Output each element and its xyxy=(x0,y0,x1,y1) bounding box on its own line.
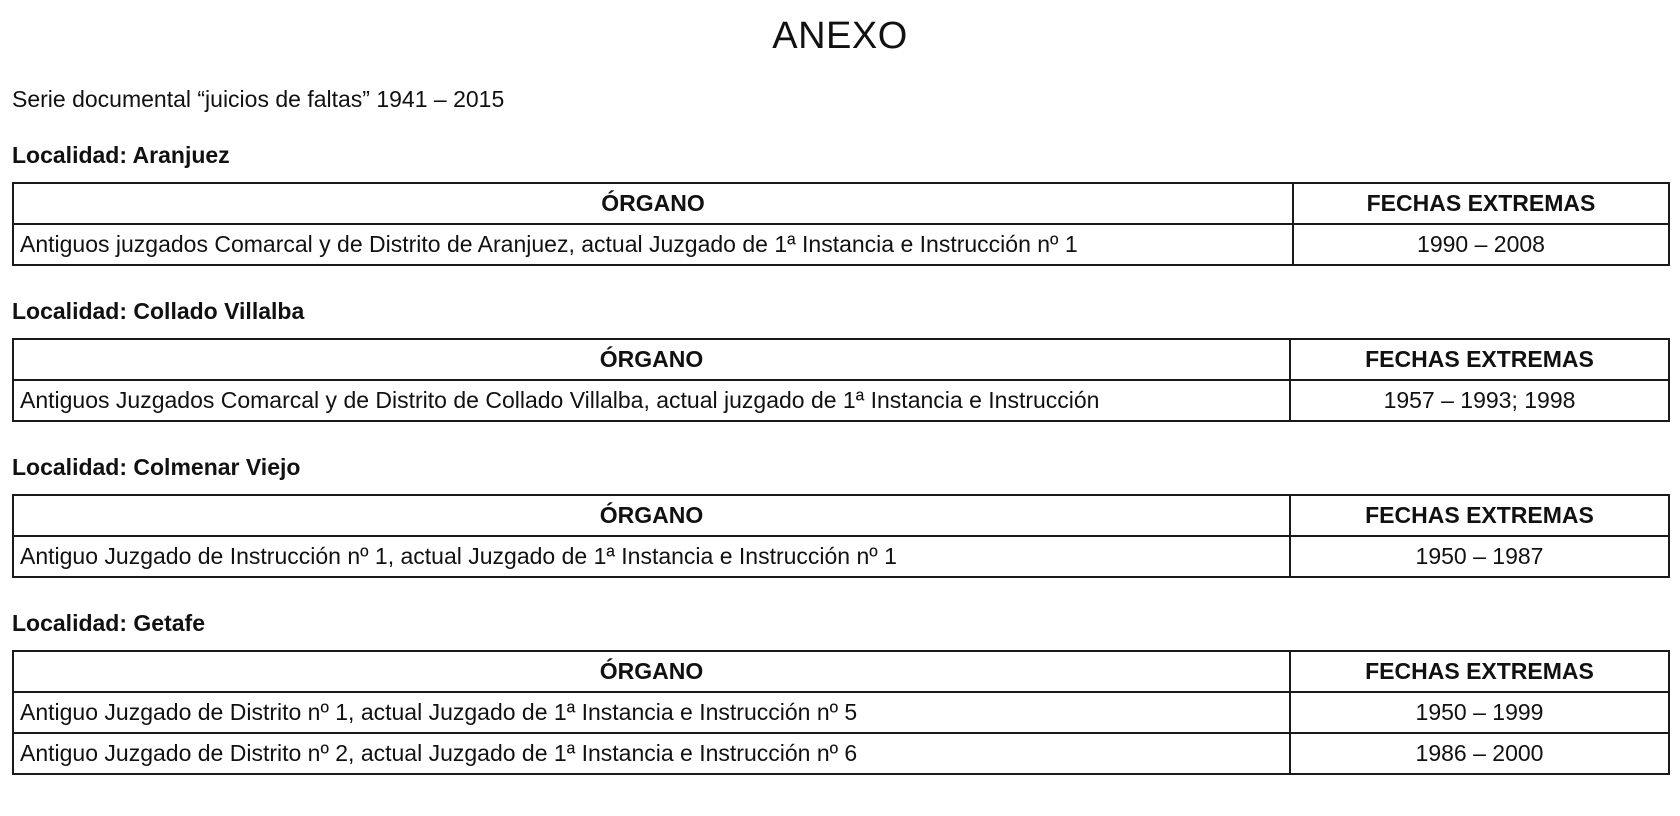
fechas-cell: 1950 – 1987 xyxy=(1290,536,1669,577)
table-row xyxy=(13,733,1669,774)
table-row xyxy=(13,224,1669,265)
document-subtitle: Serie documental “juicios de faltas” 1941 – 2015 xyxy=(12,86,505,112)
table-header-row xyxy=(13,495,1669,536)
records-table-aranjuez xyxy=(12,182,1670,266)
organo-cell: Antiguo Juzgado de Distrito nº 2, actual Juzgado de 1ª Instancia e Instrucción nº 6 xyxy=(13,733,1290,774)
table-header-row xyxy=(13,339,1669,380)
records-table-getafe xyxy=(12,650,1670,775)
document-page xyxy=(12,0,1668,775)
fechas-cell: 1990 – 2008 xyxy=(1293,224,1669,265)
fechas-cell: 1950 – 1999 xyxy=(1290,692,1669,733)
locality-heading-aranjuez: Localidad: Aranjuez xyxy=(12,142,230,168)
fechas-cell: 1986 – 2000 xyxy=(1290,733,1669,774)
locality-heading-getafe: Localidad: Getafe xyxy=(12,610,205,636)
column-header-organo: ÓRGANO xyxy=(13,651,1290,692)
records-table-collado-villalba xyxy=(12,338,1670,422)
organo-cell: Antiguos Juzgados Comarcal y de Distrito de Collado Villalba, actual juzgado de 1ª Instancia e Instrucción xyxy=(13,380,1290,421)
table-row xyxy=(13,692,1669,733)
locality-heading-collado-villalba: Localidad: Collado Villalba xyxy=(12,298,305,324)
column-header-organo: ÓRGANO xyxy=(13,339,1290,380)
table-row xyxy=(13,380,1669,421)
organo-cell: Antiguo Juzgado de Instrucción nº 1, actual Juzgado de 1ª Instancia e Instrucción nº 1 xyxy=(13,536,1290,577)
table-row xyxy=(13,536,1669,577)
column-header-fechas: FECHAS EXTREMAS xyxy=(1293,183,1669,224)
fechas-cell: 1957 – 1993; 1998 xyxy=(1290,380,1669,421)
column-header-organo: ÓRGANO xyxy=(13,183,1293,224)
page-title: ANEXO xyxy=(772,15,908,57)
table-header-row xyxy=(13,183,1669,224)
locality-heading-colmenar-viejo: Localidad: Colmenar Viejo xyxy=(12,454,301,480)
column-header-fechas: FECHAS EXTREMAS xyxy=(1290,495,1669,536)
records-table-colmenar-viejo xyxy=(12,494,1670,578)
column-header-fechas: FECHAS EXTREMAS xyxy=(1290,651,1669,692)
column-header-fechas: FECHAS EXTREMAS xyxy=(1290,339,1669,380)
organo-cell: Antiguos juzgados Comarcal y de Distrito de Aranjuez, actual Juzgado de 1ª Instancia e Instrucción nº 1 xyxy=(13,224,1293,265)
organo-cell: Antiguo Juzgado de Distrito nº 1, actual Juzgado de 1ª Instancia e Instrucción nº 5 xyxy=(13,692,1290,733)
column-header-organo: ÓRGANO xyxy=(13,495,1290,536)
table-header-row xyxy=(13,651,1669,692)
